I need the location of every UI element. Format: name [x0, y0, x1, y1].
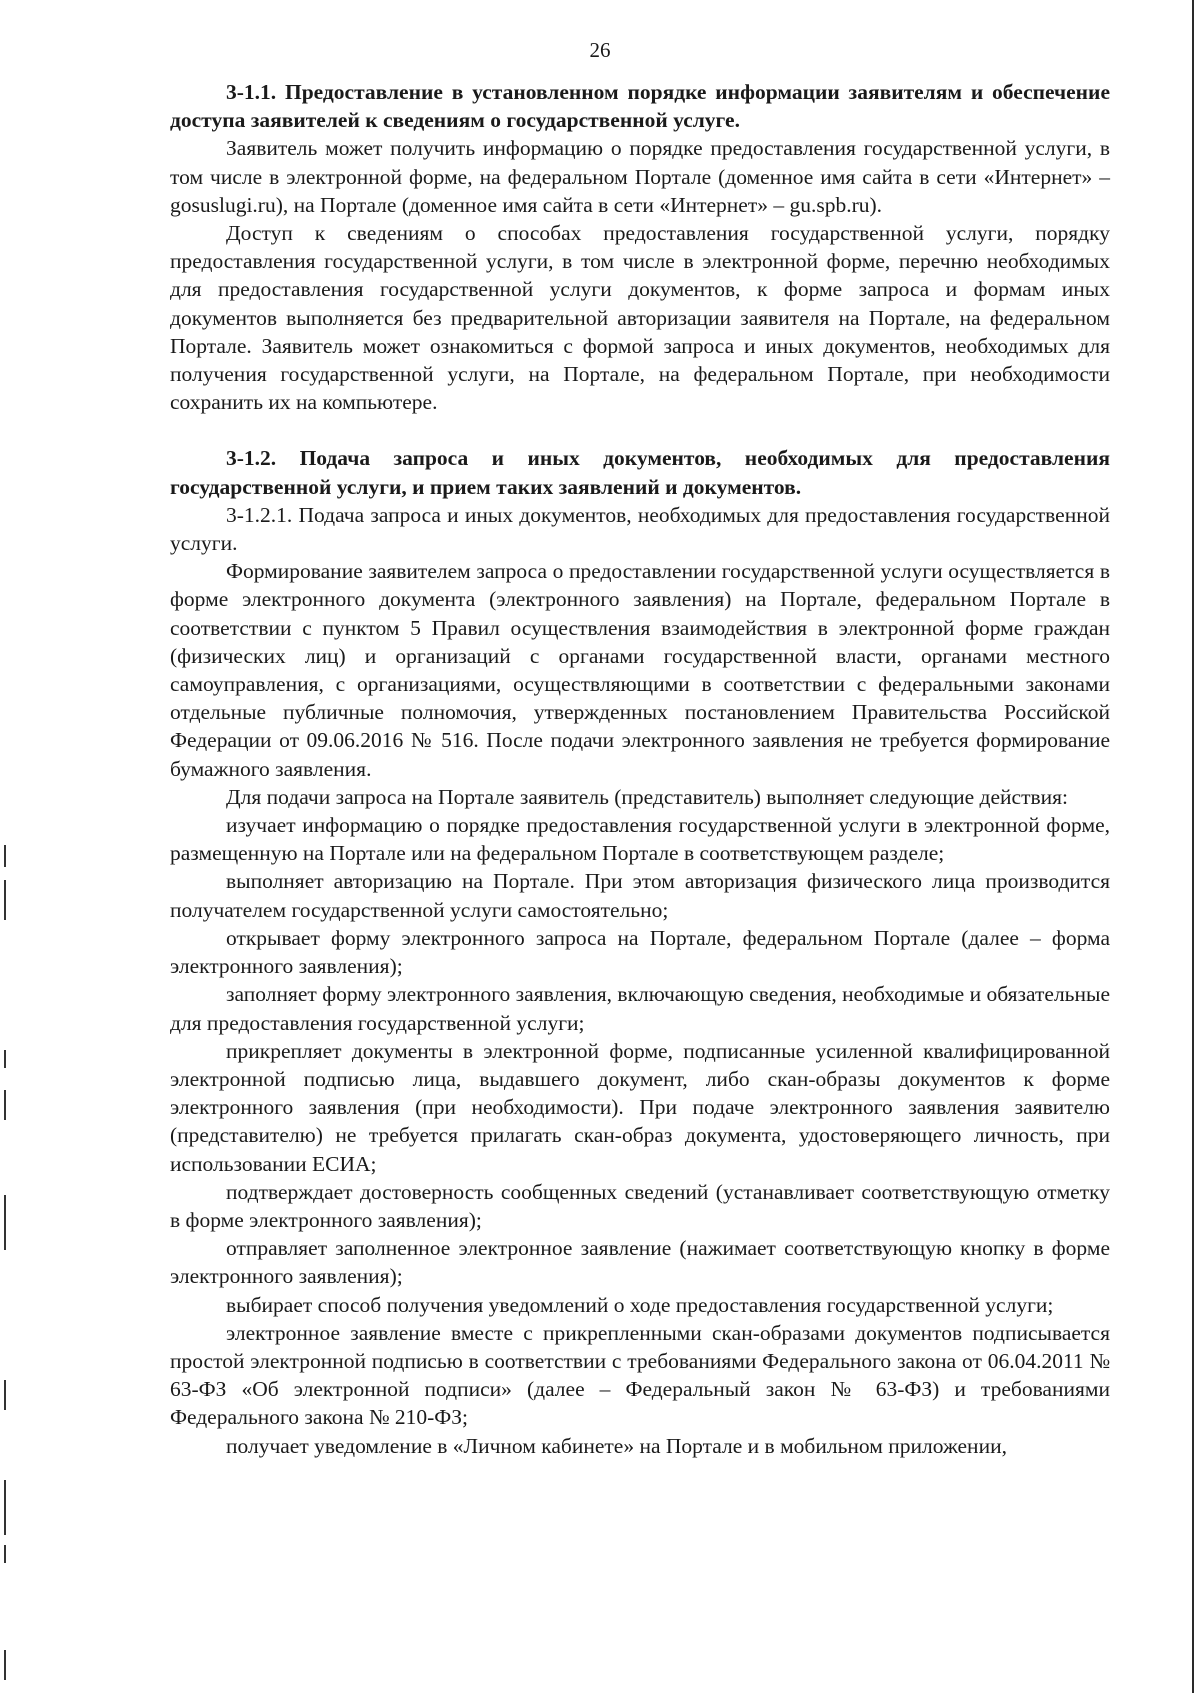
section-heading: 3-1.1. Предоставление в установленном порядке информации заявителям и обеспечение доступа заявителей к сведениям о государственной услуге. [170, 80, 1110, 133]
paragraph: прикрепляет документы в электронной форме, подписанные усиленной квалифицированной электронной подписью лица, выдавшего документ, либо скан-образы документов к форме электронного заявления (при необходимости). При подаче электронного заявления заявителю (представителю) не требуется прилагать скан-образ документа, удостоверяющего личность, при использовании ЕСИА; [170, 1038, 1110, 1176]
scan-margin-mark [4, 1650, 6, 1680]
scan-margin-mark [4, 1380, 6, 1410]
paragraph: открывает форму электронного запроса на Портале, федеральном Портале (далее – форма электронного заявления); [170, 925, 1110, 979]
paragraph: заполняет форму электронного заявления, включающую сведения, необходимые и обязательные для предоставления государственной услуги; [170, 982, 1110, 1035]
paragraph: получает уведомление в «Личном кабинете» на Портале и в мобильном приложении, [226, 1433, 1007, 1458]
paragraph: Для подачи запроса на Портале заявитель (представитель) выполняет следующие действия: [226, 784, 1068, 809]
paragraph: отправляет заполненное электронное заявление (нажимает соответствующую кнопку в форме электронного заявления); [170, 1236, 1110, 1289]
scan-margin-mark [4, 1545, 6, 1563]
scan-margin-mark [4, 880, 6, 920]
document-body [170, 78, 1110, 1460]
paragraph: подтверждает достоверность сообщенных сведений (устанавливает соответствующую отметку в форме электронного заявления); [170, 1179, 1110, 1232]
paragraph: 3-1.2.1. Подача запроса и иных документов, необходимых для предоставления государственной услуги. [170, 502, 1110, 556]
section-spacer [170, 416, 1110, 444]
scan-margin-mark [4, 1480, 6, 1535]
paragraph: изучает информацию о порядке предоставления государственной услуги в электронной форме, размещенную на Портале или на федеральном Портале в соответствующем разделе; [170, 813, 1110, 866]
section-heading: 3-1.2. Подача запроса и иных документов, необходимых для предоставления государственной услуги, и прием таких заявлений и документов. [170, 446, 1110, 499]
paragraph: Доступ к сведениям о способах предоставления государственной услуги, порядку предоставления государственной услуги, в том числе в электронной форме, перечню необходимых для предоставления государственной услуги документов, к форме запроса и формам иных документов выполняется без предварительной авторизации заявителя на Портале, на федеральном Портале. Заявитель может ознакомиться с формой запроса и иных документов, необходимых для получения государственной услуги, на Портале, на федеральном Портале, при необходимости сохранить их на компьютере. [170, 221, 1110, 415]
scan-margin-mark [4, 1090, 6, 1120]
page-number: 26 [589, 38, 611, 62]
paragraph: Заявитель может получить информацию о порядке предоставления государственной услуги, в том числе в электронной форме, на федеральном Портале (доменное имя сайта в сети «Интернет» – gosuslugi.ru), на Портале (доменное имя сайта в сети «Интернет» – gu.spb.ru). [170, 136, 1110, 217]
scan-edge-line [1192, 0, 1194, 1693]
scan-margin-mark [4, 1195, 6, 1250]
paragraph: электронное заявление вместе с прикрепленными скан-образами документов подписывается простой электронной подписью в соответствии с требованиями Федерального закона от 06.04.2011 № 63-ФЗ «Об электронной подписи» (далее – Федеральный закон № 63-ФЗ) и требованиями Федерального закона № 210-ФЗ; [170, 1320, 1110, 1430]
scan-margin-mark [4, 1050, 6, 1068]
scan-margin-mark [4, 845, 6, 867]
paragraph: Формирование заявителем запроса о предоставлении государственной услуги осуществляется в форме электронного документа (электронного заявления) на Портале, федеральном Портале в соответствии с пунктом 5 Правил осуществления взаимодействия в электронной форме граждан (физических лиц) и организаций с органами государственной власти, органами местного самоуправления, с организациями, осуществляющими в соответствии с федеральными законами отдельные публичные полномочия, утвержденных постановлением Правительства Российской Федерации от 09.06.2016 № 516. После подачи электронного заявления не требуется формирование бумажного заявления. [170, 559, 1110, 781]
paragraph: выбирает способ получения уведомлений о ходе предоставления государственной услуги; [226, 1292, 1054, 1317]
paragraph: выполняет авторизацию на Портале. При этом авторизация физического лица производится получателем государственной услуги самостоятельно; [170, 869, 1110, 922]
